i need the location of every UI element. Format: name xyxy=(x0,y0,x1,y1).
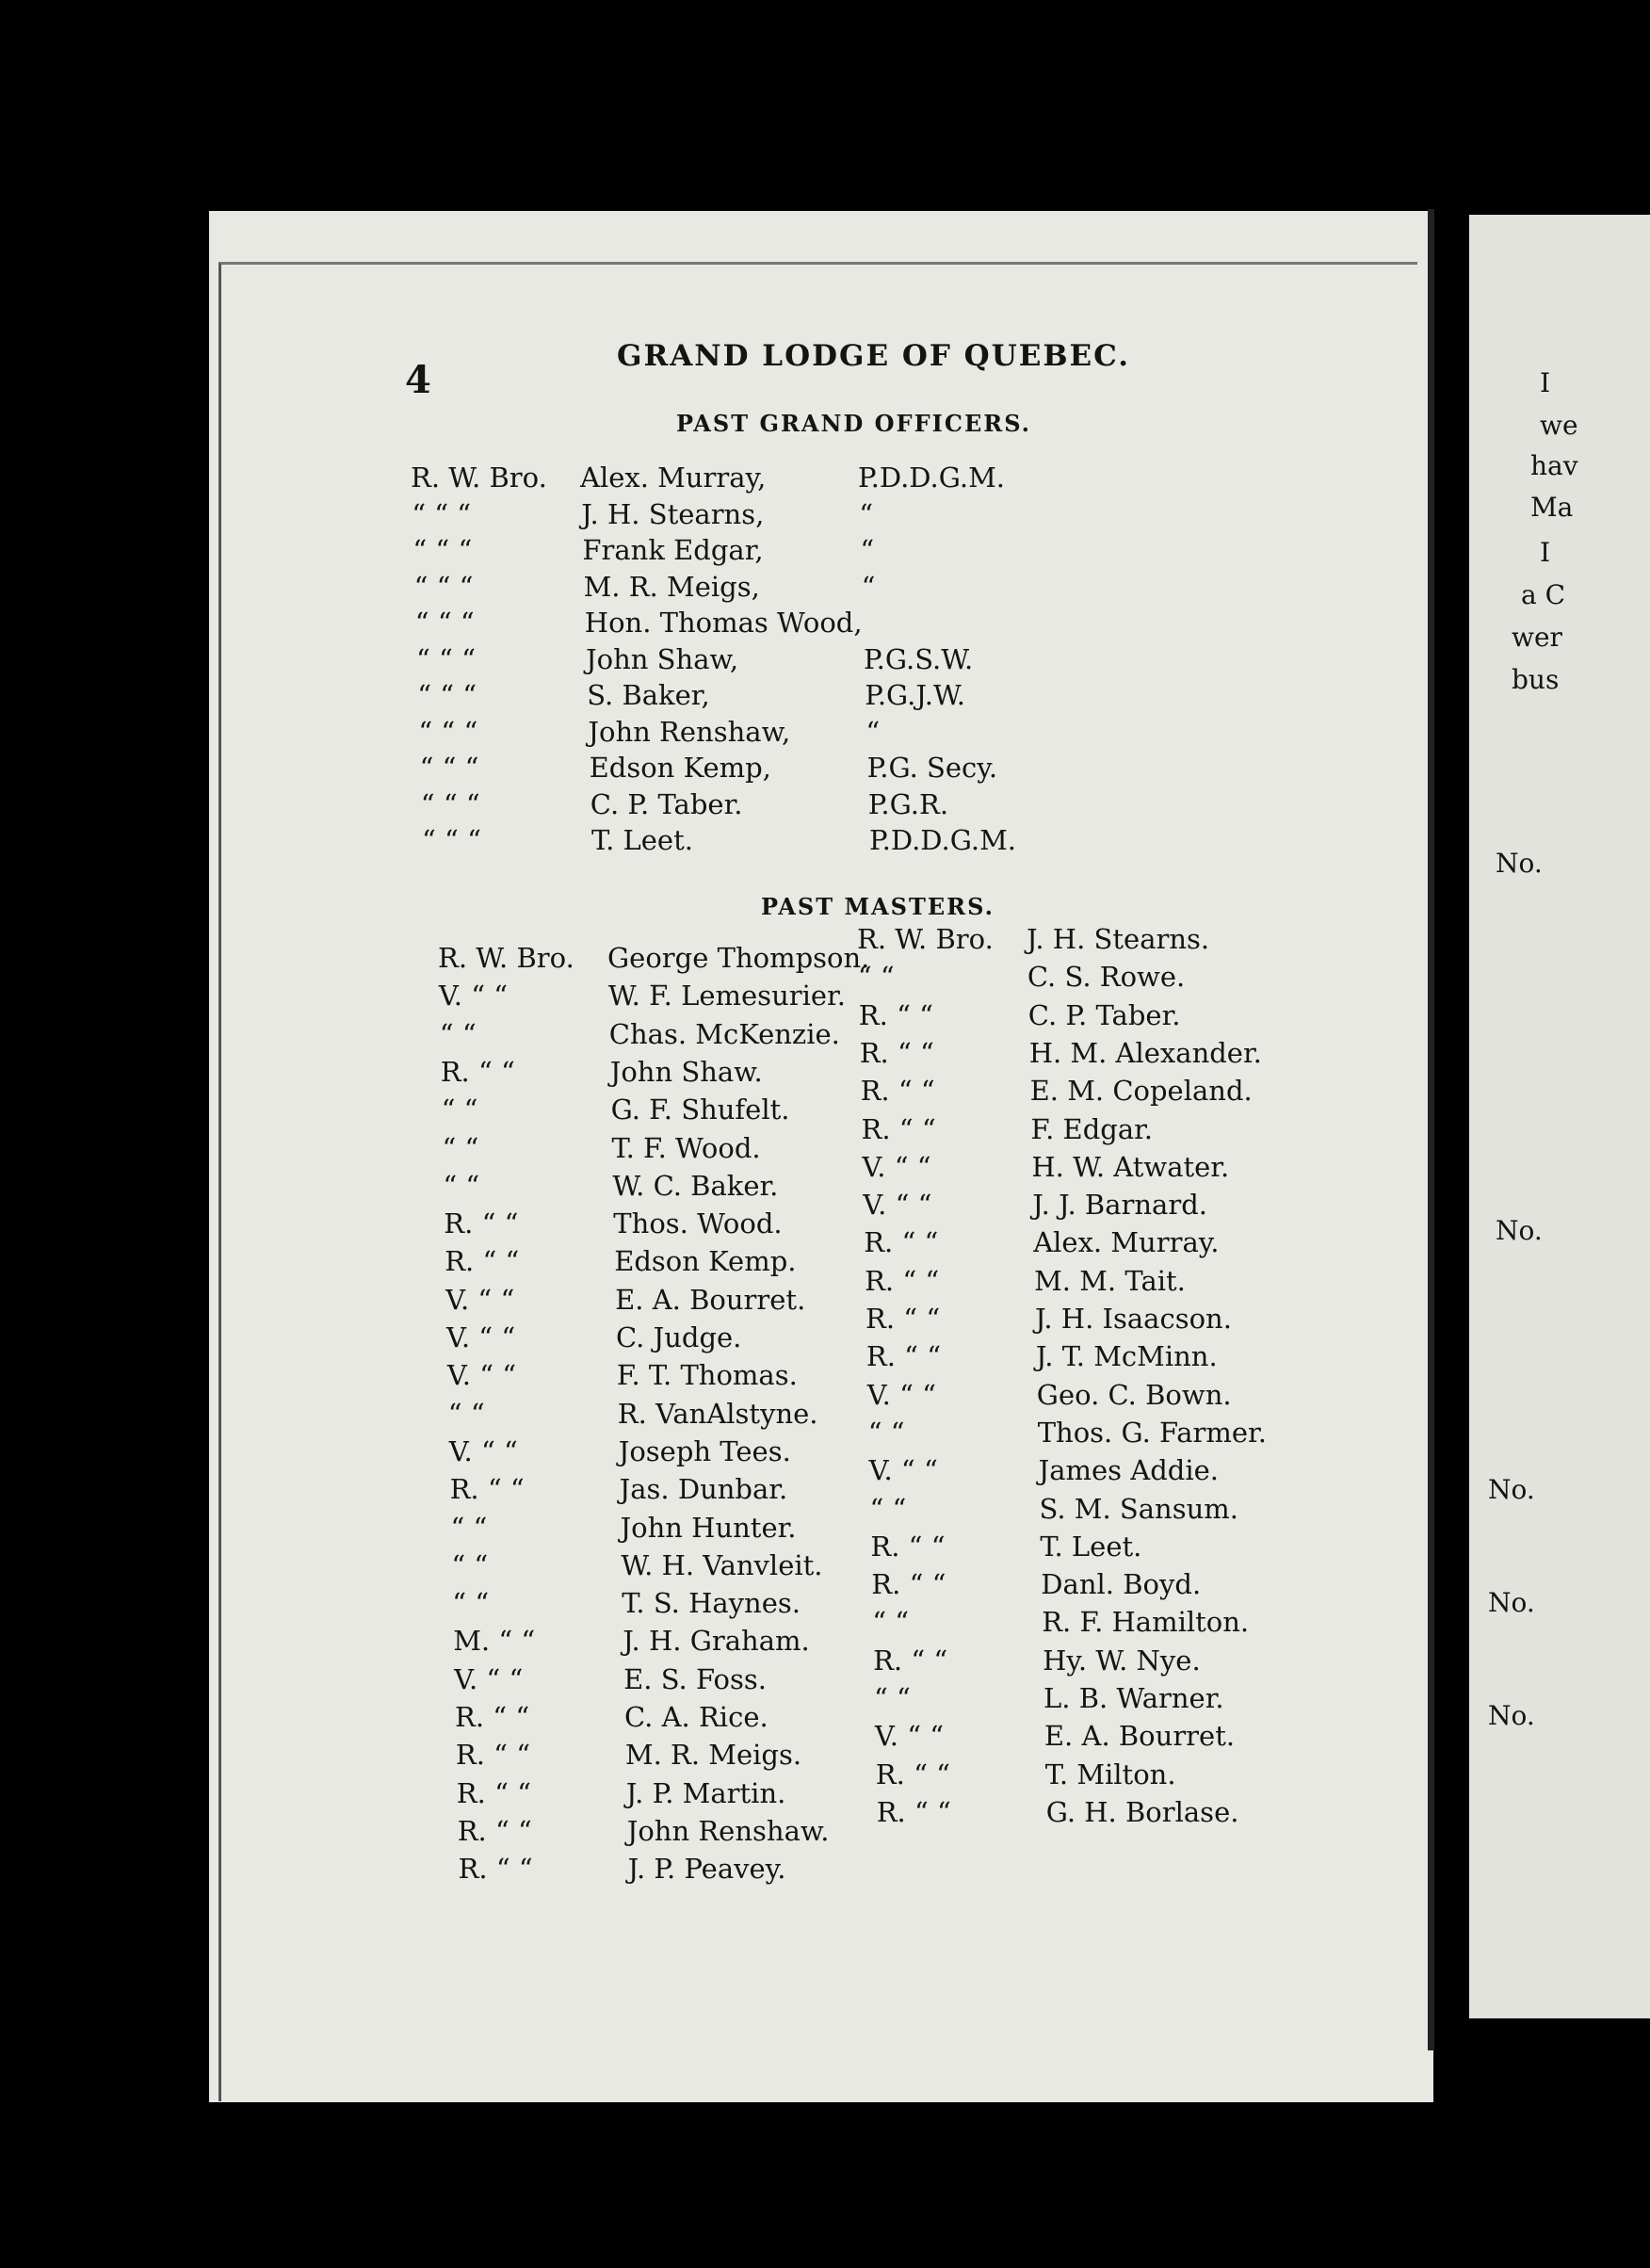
master-title: “ “ xyxy=(439,1017,477,1050)
master-name: E. A. Bourret. xyxy=(615,1283,806,1316)
officer-title: “ “ “ xyxy=(413,570,474,603)
master-name: C. P. Taber. xyxy=(1027,998,1181,1031)
master-name: W. F. Lemesurier. xyxy=(607,980,846,1012)
master-title: “ “ xyxy=(450,1511,488,1544)
master-title: R. “ “ xyxy=(865,1303,941,1335)
officer-name: Edson Kemp, xyxy=(589,752,771,784)
officer-title: “ “ “ xyxy=(417,679,477,711)
master-name: Geo. C. Bown. xyxy=(1036,1378,1232,1411)
master-name: E. A. Bourret. xyxy=(1043,1720,1236,1753)
master-name: E. S. Foss. xyxy=(623,1662,767,1695)
master-name: T. Milton. xyxy=(1044,1758,1176,1790)
master-title: R. “ “ xyxy=(444,1207,519,1240)
master-name: J. P. Peavey. xyxy=(627,1853,786,1886)
officer-name: S. Baker, xyxy=(587,679,710,711)
master-title: R. “ “ xyxy=(864,1226,939,1259)
facing-page-fragment: we xyxy=(1540,410,1578,441)
officer-name: J. H. Stearns, xyxy=(581,497,765,530)
master-title: R. “ “ xyxy=(861,1112,936,1145)
master-title: “ “ xyxy=(451,1548,489,1581)
officer-title: “ “ “ xyxy=(420,787,480,820)
past-masters-heading: PAST MASTERS. xyxy=(761,893,995,920)
master-name: J. H. Stearns. xyxy=(1027,923,1210,955)
master-title: R. “ “ xyxy=(870,1530,946,1563)
master-title: “ “ xyxy=(857,961,895,994)
master-name: J. P. Martin. xyxy=(625,1776,786,1809)
master-title: R. “ “ xyxy=(457,1814,532,1847)
facing-page-fragment: Ma xyxy=(1530,492,1574,523)
master-name: John Renshaw. xyxy=(626,1814,830,1847)
facing-page-fragment: I xyxy=(1540,537,1551,568)
master-title: V. “ “ xyxy=(446,1359,517,1392)
facing-page-fragment: hav xyxy=(1530,450,1578,481)
master-name: T. S. Haynes. xyxy=(622,1587,801,1620)
master-name: H. W. Atwater. xyxy=(1031,1150,1230,1183)
officer-office: P.G.S.W. xyxy=(864,642,974,675)
master-name: F. T. Thomas. xyxy=(616,1359,798,1392)
master-name: E. M. Copeland. xyxy=(1029,1075,1253,1108)
master-title: R. W. Bro. xyxy=(857,923,994,955)
master-title: “ “ xyxy=(867,1416,905,1449)
master-name: W. C. Baker. xyxy=(612,1169,779,1202)
master-name: Hy. W. Nye. xyxy=(1043,1644,1201,1677)
officer-office: “ xyxy=(860,534,875,566)
master-title: R. “ “ xyxy=(876,1795,951,1828)
master-title: R. “ “ xyxy=(455,1701,530,1733)
master-name: W. H. Vanvleit. xyxy=(621,1548,823,1581)
master-name: Chas. McKenzie. xyxy=(608,1017,840,1050)
master-title: V. “ “ xyxy=(863,1189,932,1222)
master-name: L. B. Warner. xyxy=(1043,1682,1224,1714)
master-title: “ “ xyxy=(452,1587,490,1620)
master-title: R. “ “ xyxy=(445,1245,520,1278)
master-name: Joseph Tees. xyxy=(618,1434,791,1467)
master-title: “ “ xyxy=(874,1682,911,1714)
facing-page xyxy=(1469,215,1650,2018)
master-name: H. M. Alexander. xyxy=(1028,1036,1262,1069)
master-title: V. “ “ xyxy=(874,1720,945,1753)
master-name: T. F. Wood. xyxy=(611,1131,761,1164)
master-name: Edson Kemp. xyxy=(614,1245,797,1278)
master-title: V. “ “ xyxy=(445,1283,515,1316)
master-title: R. “ “ xyxy=(871,1568,946,1601)
facing-page-fragment: No. xyxy=(1488,1587,1535,1618)
officer-title: “ “ “ xyxy=(418,715,478,748)
master-name: C. A. Rice. xyxy=(624,1701,768,1733)
facing-page-fragment: No. xyxy=(1488,1700,1535,1731)
facing-page-fragment: No. xyxy=(1496,1215,1543,1246)
facing-page-fragment: bus xyxy=(1512,664,1560,695)
master-title: R. “ “ xyxy=(860,1075,935,1108)
master-title: V. “ “ xyxy=(454,1662,524,1695)
master-title: R. “ “ xyxy=(449,1473,525,1506)
master-name: John Hunter. xyxy=(620,1511,797,1544)
master-title: R. “ “ xyxy=(865,1264,940,1297)
master-name: James Addie. xyxy=(1038,1454,1219,1487)
master-name: S. M. Sansum. xyxy=(1039,1492,1239,1525)
master-name: G. F. Shufelt. xyxy=(610,1094,790,1126)
master-name: R. VanAlstyne. xyxy=(617,1397,818,1430)
officer-office: P.G.J.W. xyxy=(865,679,965,711)
master-name: M. M. Tait. xyxy=(1034,1264,1186,1297)
master-title: “ “ xyxy=(447,1397,485,1430)
master-title: R. “ “ xyxy=(873,1644,948,1677)
officer-title: “ “ “ xyxy=(412,497,472,530)
master-title: V. “ “ xyxy=(868,1454,938,1487)
master-title: “ “ xyxy=(442,1131,479,1164)
master-name: Danl. Boyd. xyxy=(1041,1568,1202,1601)
master-title: R. “ “ xyxy=(455,1739,531,1772)
officer-office: P.G. Secy. xyxy=(866,752,998,784)
master-name: C. S. Rowe. xyxy=(1027,961,1186,994)
officer-office: P.D.D.G.M. xyxy=(869,824,1016,856)
officer-name: Frank Edgar, xyxy=(582,534,764,566)
master-name: Thos. G. Farmer. xyxy=(1037,1416,1267,1449)
master-title: “ “ xyxy=(443,1169,480,1202)
officer-title: “ “ “ xyxy=(419,752,479,784)
master-name: T. Leet. xyxy=(1040,1530,1142,1563)
master-title: R. W. Bro. xyxy=(438,942,574,974)
master-title: “ “ xyxy=(441,1094,478,1126)
officer-name: M. R. Meigs, xyxy=(583,570,760,603)
officer-office: “ xyxy=(865,715,881,748)
facing-page-fragment: No. xyxy=(1496,848,1543,879)
book-gutter xyxy=(1428,209,1434,2050)
master-name: R. F. Hamilton. xyxy=(1042,1606,1250,1639)
master-title: V. “ “ xyxy=(448,1434,518,1467)
master-name: Thos. Wood. xyxy=(613,1207,783,1240)
officer-title: “ “ “ xyxy=(422,824,481,856)
master-title: V. “ “ xyxy=(862,1150,931,1183)
running-title: GRAND LODGE OF QUEBEC. xyxy=(617,339,1131,373)
officer-office: P.G.R. xyxy=(867,787,949,820)
facing-page-fragment: wer xyxy=(1512,622,1562,653)
officer-office: “ xyxy=(859,497,874,530)
officer-title: “ “ “ xyxy=(414,607,475,639)
master-name: Jas. Dunbar. xyxy=(619,1473,788,1506)
master-title: V. “ “ xyxy=(446,1321,516,1353)
officer-name: T. Leet. xyxy=(591,824,693,856)
officer-office: “ xyxy=(861,570,876,603)
master-title: R. “ “ xyxy=(456,1776,531,1809)
officer-name: John Renshaw, xyxy=(588,715,791,748)
officer-name: Hon. Thomas Wood, xyxy=(584,607,863,639)
master-name: J. H. Graham. xyxy=(623,1625,810,1658)
master-title: R. “ “ xyxy=(875,1758,950,1790)
master-title: R. “ “ xyxy=(458,1853,533,1886)
master-title: R. “ “ xyxy=(865,1340,942,1373)
master-title: V. “ “ xyxy=(438,980,509,1012)
master-title: R. “ “ xyxy=(859,1036,934,1069)
officer-name: John Shaw, xyxy=(586,642,739,675)
master-title: R. “ “ xyxy=(858,998,933,1031)
facing-page-fragment: I xyxy=(1540,367,1551,398)
master-name: C. Judge. xyxy=(616,1321,742,1353)
page-number: 4 xyxy=(405,358,431,402)
master-title: “ “ xyxy=(869,1492,907,1525)
master-name: George Thompson. xyxy=(607,942,870,974)
master-name: J. T. McMinn. xyxy=(1035,1340,1218,1373)
facing-page-fragment: No. xyxy=(1488,1474,1535,1505)
past-grand-officers-heading: PAST GRAND OFFICERS. xyxy=(676,410,1032,437)
officer-name: Alex. Murray, xyxy=(580,462,767,494)
master-name: F. Edgar. xyxy=(1030,1112,1154,1145)
master-title: V. “ “ xyxy=(866,1378,936,1411)
master-name: Alex. Murray. xyxy=(1033,1226,1220,1259)
master-name: J. J. Barnard. xyxy=(1032,1189,1207,1222)
master-name: G. H. Borlase. xyxy=(1045,1795,1239,1828)
officer-title: “ “ “ xyxy=(416,642,476,675)
master-name: J. H. Isaacson. xyxy=(1035,1303,1232,1335)
master-title: M. “ “ xyxy=(453,1625,536,1658)
master-title: R. “ “ xyxy=(440,1055,515,1088)
officer-title: “ “ “ xyxy=(412,534,473,566)
master-name: M. R. Meigs. xyxy=(624,1739,802,1772)
facing-page-fragment: a C xyxy=(1521,579,1566,610)
officer-title: R. W. Bro. xyxy=(411,462,547,494)
master-title: “ “ xyxy=(872,1606,910,1639)
master-name: John Shaw. xyxy=(609,1055,763,1088)
officer-name: C. P. Taber. xyxy=(590,787,743,820)
officer-office: P.D.D.G.M. xyxy=(858,462,1005,494)
